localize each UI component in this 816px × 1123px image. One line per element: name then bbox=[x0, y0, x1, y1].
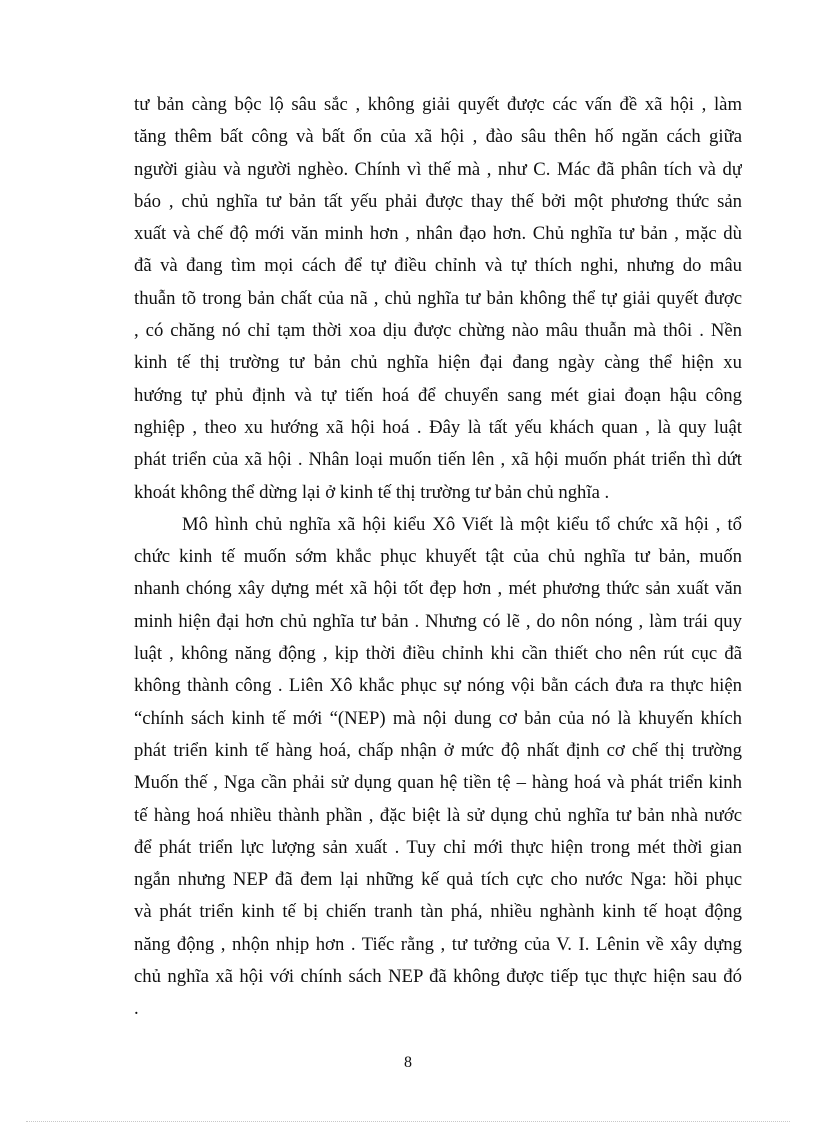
text-line: tăng thêm bất công và bất ổn của xã hội , đào sâu thên hố ngăn cách giữa bbox=[134, 126, 742, 148]
paragraph-2 bbox=[134, 509, 742, 1026]
footer-divider bbox=[26, 1121, 790, 1122]
text-line: Mô hình chủ nghĩa xã hội kiểu Xô Viết là một kiểu tổ chức xã hội , tổ bbox=[182, 513, 742, 535]
text-line: chức kinh tế muốn sớm khắc phục khuyết tật của chủ nghĩa tư bản, muốn bbox=[134, 546, 742, 568]
text-line: chủ nghĩa xã hội với chính sách NEP đã không được tiếp tục thực hiện sau đó bbox=[134, 966, 742, 988]
text-line: kinh tế thị trường tư bản chủ nghĩa hiện đại đang ngày càng thể hiện xu bbox=[134, 352, 742, 374]
text-line: , có chăng nó chỉ tạm thời xoa dịu được chừng nào mâu thuẫn mà thôi . Nền bbox=[134, 320, 742, 342]
body-text bbox=[134, 89, 742, 1026]
text-line: tư bản càng bộc lộ sâu sắc , không giải quyết được các vấn đề xã hội , làm bbox=[134, 94, 742, 115]
text-line: báo , chủ nghĩa tư bản tất yếu phải được thay thế bởi một phương thức sản bbox=[134, 190, 742, 212]
page-number: 8 bbox=[404, 1054, 412, 1071]
paragraph-1 bbox=[134, 89, 742, 509]
text-line: . bbox=[134, 998, 139, 1020]
text-line: xuất và chế độ mới văn minh hơn , nhân đạo hơn. Chủ nghĩa tư bản , mặc dù bbox=[134, 223, 742, 245]
text-line: hướng tự phủ định và tự tiến hoá để chuyển sang mét giai đoạn hậu công bbox=[134, 384, 742, 406]
text-line: nghiệp , theo xu hướng xã hội hoá . Đây là tất yếu khách quan , là quy luật bbox=[134, 416, 742, 438]
text-line: đã và đang tìm mọi cách để tự điều chỉnh và tự thích nghi, nhưng do mâu bbox=[134, 255, 742, 277]
text-line: khoát không thể dừng lại ở kinh tế thị trường tư bản chủ nghĩa . bbox=[134, 481, 610, 503]
text-line: để phát triển lực lượng sản xuất . Tuy chỉ mới thực hiện trong mét thời gian bbox=[134, 836, 742, 858]
text-line: ngắn nhưng NEP đã đem lại những kế quả tích cực cho nước Nga: hồi phục bbox=[134, 869, 742, 891]
text-line: tế hàng hoá nhiều thành phần , đặc biệt là sử dụng chủ nghĩa tư bản nhà nước bbox=[134, 804, 742, 826]
text-line: nhanh chóng xây dựng mét xã hội tốt đẹp hơn , mét phương thức sản xuất văn bbox=[134, 578, 742, 600]
text-line: Muốn thế , Nga cần phải sử dụng quan hệ tiền tệ – hàng hoá và phát triển kinh bbox=[134, 772, 742, 794]
text-line: phát triển của xã hội . Nhân loại muốn tiến lên , xã hội muốn phát triển thì dứt bbox=[134, 449, 742, 471]
text-line: và phát triển kinh tế bị chiến tranh tàn phá, nhiều nghành kinh tế hoạt động bbox=[134, 901, 742, 923]
text-line: phát triển kinh tế hàng hoá, chấp nhận ở mức độ nhất định cơ chế thị trường bbox=[134, 739, 742, 761]
text-line: luật , không năng động , kịp thời điều chỉnh khi cần thiết cho nên rút cục đã bbox=[134, 643, 742, 665]
text-line: không thành công . Liên Xô khắc phục sự nóng vội bằn cách đưa ra thực hiện bbox=[134, 675, 742, 697]
text-line: minh hiện đại hơn chủ nghĩa tư bản . Nhưng có lẽ , do nôn nóng , làm trái quy bbox=[134, 610, 742, 632]
text-line: năng động , nhộn nhịp hơn . Tiếc rằng , tư tưởng của V. I. Lênin về xây dựng bbox=[134, 933, 742, 955]
text-line: thuẫn tõ trong bản chất của nã , chủ nghĩa tư bản không thể tự giải quyết được bbox=[134, 287, 742, 309]
text-line: “chính sách kinh tế mới “(NEP) mà nội dung cơ bản của nó là khuyến khích bbox=[134, 707, 742, 729]
text-line: người giàu và người nghèo. Chính vì thế mà , như C. Mác đã phân tích và dự bbox=[134, 158, 742, 180]
